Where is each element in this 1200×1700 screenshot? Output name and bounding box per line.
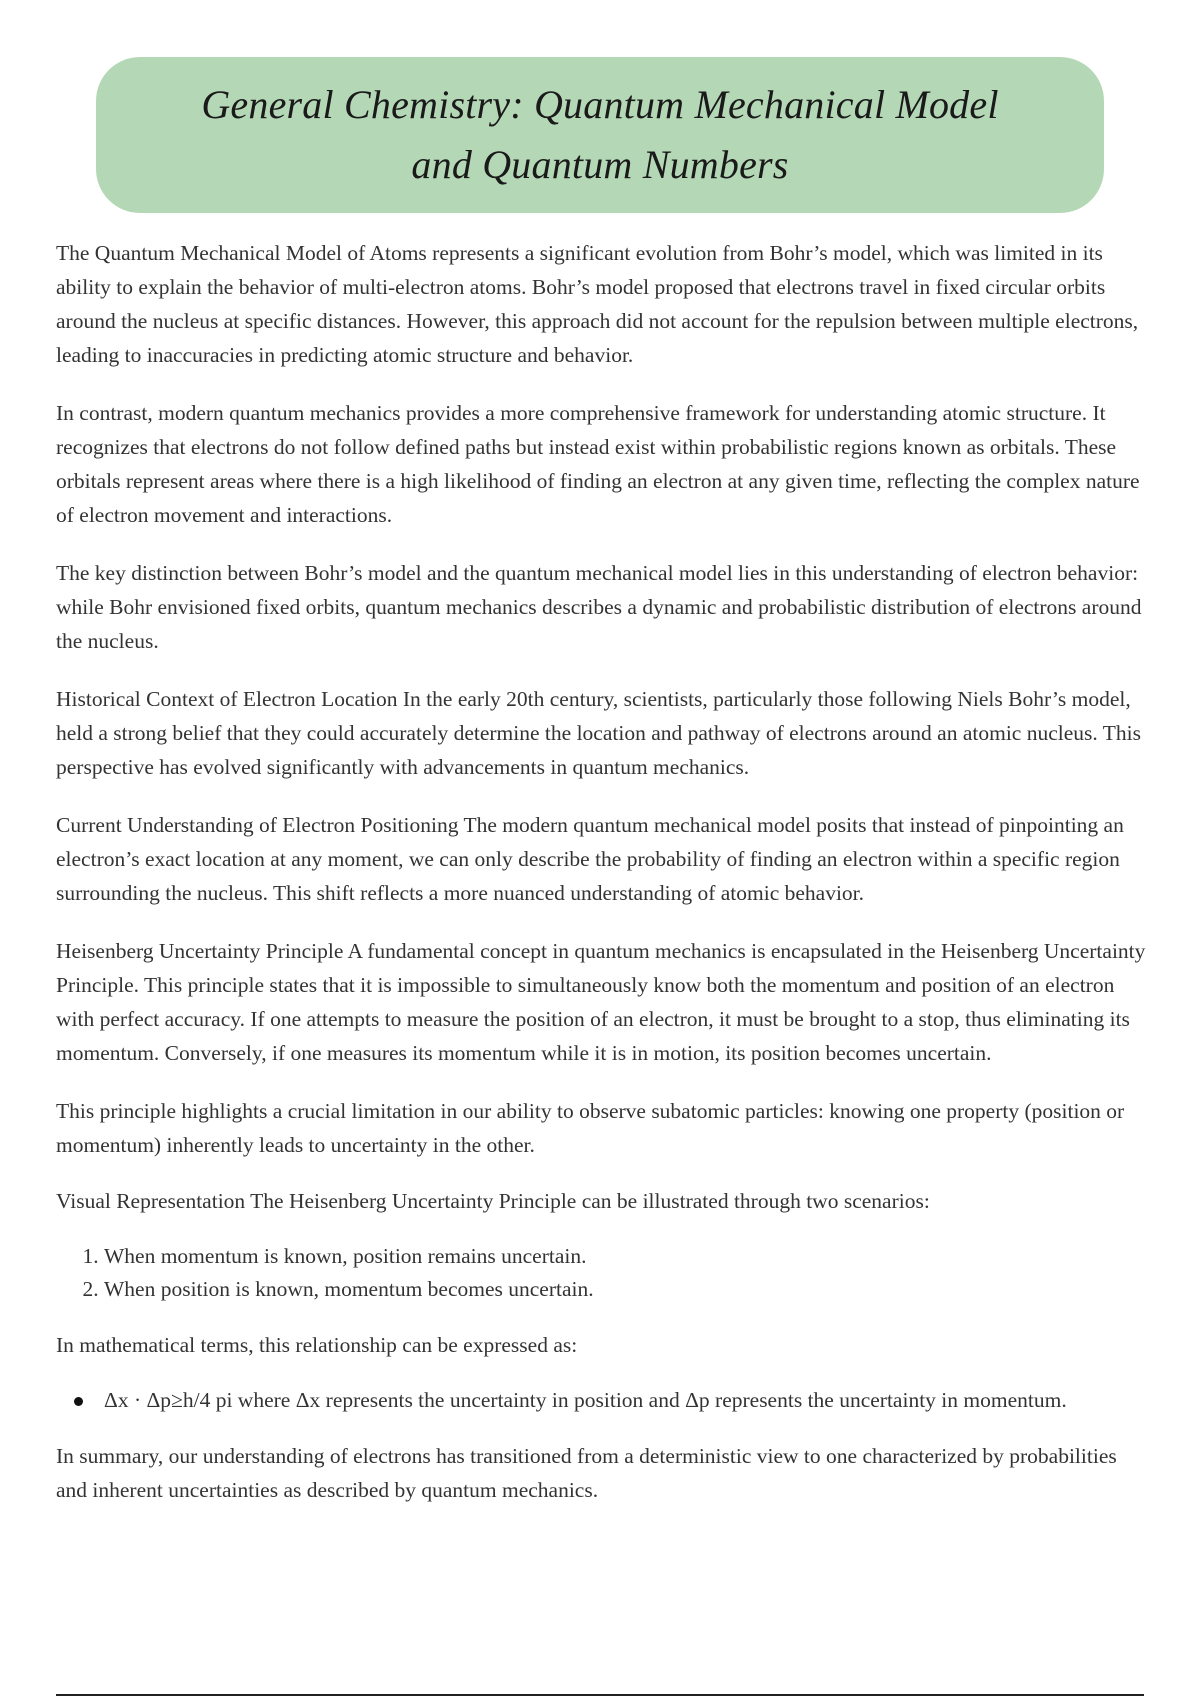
page-title-line-2: and Quantum Numbers <box>411 142 789 187</box>
formula-text: Δx · Δp≥h/4 pi where Δx represents the uncertainty in position and Δp represents the uncertainty in momentum. <box>104 1388 1067 1412</box>
paragraph-visual-representation: Visual Representation The Heisenberg Uncertainty Principle can be illustrated through two scenarios: <box>56 1189 930 1213</box>
document-body <box>56 236 1146 1531</box>
paragraph-heisenberg-principle: Heisenberg Uncertainty Principle A fundamental concept in quantum mechanics is encapsulated in the Heisenberg Uncertainty Principle. This principle states that it is impossible to simultaneously know both the momentum and position of an electron with perfect accuracy. If one attempts to measure the position of an electron, it must be brought to a stop, thus eliminating its momentum. Conversely, if one measures its momentum while it is in motion, its position becomes uncertain. <box>56 939 1146 1065</box>
list-item <box>104 1384 1146 1417</box>
page-title-line-1: General Chemistry: Quantum Mechanical Model <box>201 82 999 127</box>
footer-divider <box>56 1694 1144 1696</box>
formula-list <box>56 1384 1146 1417</box>
paragraph-bohr-model: The Quantum Mechanical Model of Atoms represents a significant evolution from Bohr’s model, which was limited in its ability to explain the behavior of multi-electron atoms. Bohr’s model proposed that electrons travel in fixed circular orbits around the nucleus at specific distances. However, this approach did not account for the repulsion between multiple electrons, leading to inaccuracies in predicting atomic structure and behavior. <box>56 241 1139 367</box>
paragraph-mathematical-terms: In mathematical terms, this relationship can be expressed as: <box>56 1333 578 1357</box>
paragraph-principle-limitation: This principle highlights a crucial limitation in our ability to observe subatomic particles: knowing one property (position or momentum) inherently leads to uncertainty in the other. <box>56 1099 1125 1157</box>
paragraph-key-distinction: The key distinction between Bohr’s model and the quantum mechanical model lies in this understanding of electron behavior: while Bohr envisioned fixed orbits, quantum mechanics describes a dynamic and probabilistic distribution of electrons around the nucleus. <box>56 561 1142 653</box>
paragraph-summary: In summary, our understanding of electrons has transitioned from a deterministic view to one characterized by probabilities and inherent uncertainties as described by quantum mechanics. <box>56 1444 1117 1502</box>
paragraph-current-understanding: Current Understanding of Electron Positioning The modern quantum mechanical model posits that instead of pinpointing an electron’s exact location at any moment, we can only describe the probability of finding an electron within a specific region surrounding the nucleus. This shift reflects a more nuanced understanding of atomic behavior. <box>56 813 1124 905</box>
title-banner <box>96 57 1104 213</box>
bullet-dot-icon <box>74 1397 83 1406</box>
list-item: 2. When position is known, momentum becomes uncertain. <box>104 1273 1146 1306</box>
paragraph-historical-context: Historical Context of Electron Location In the early 20th century, scientists, particularly those following Niels Bohr’s model, held a strong belief that they could accurately determine the location and pathway of electrons around an atomic nucleus. This perspective has evolved significantly with advancements in quantum mechanics. <box>56 687 1141 779</box>
paragraph-modern-quantum-mechanics: In contrast, modern quantum mechanics provides a more comprehensive framework for understanding atomic structure. It recognizes that electrons do not follow defined paths but instead exist within probabilistic regions known as orbitals. These orbitals represent areas where there is a high likelihood of finding an electron at any given time, reflecting the complex nature of electron movement and interactions. <box>56 401 1140 527</box>
list-item: 1. When momentum is known, position remains uncertain. <box>104 1240 1146 1273</box>
scenario-list <box>56 1240 1146 1306</box>
